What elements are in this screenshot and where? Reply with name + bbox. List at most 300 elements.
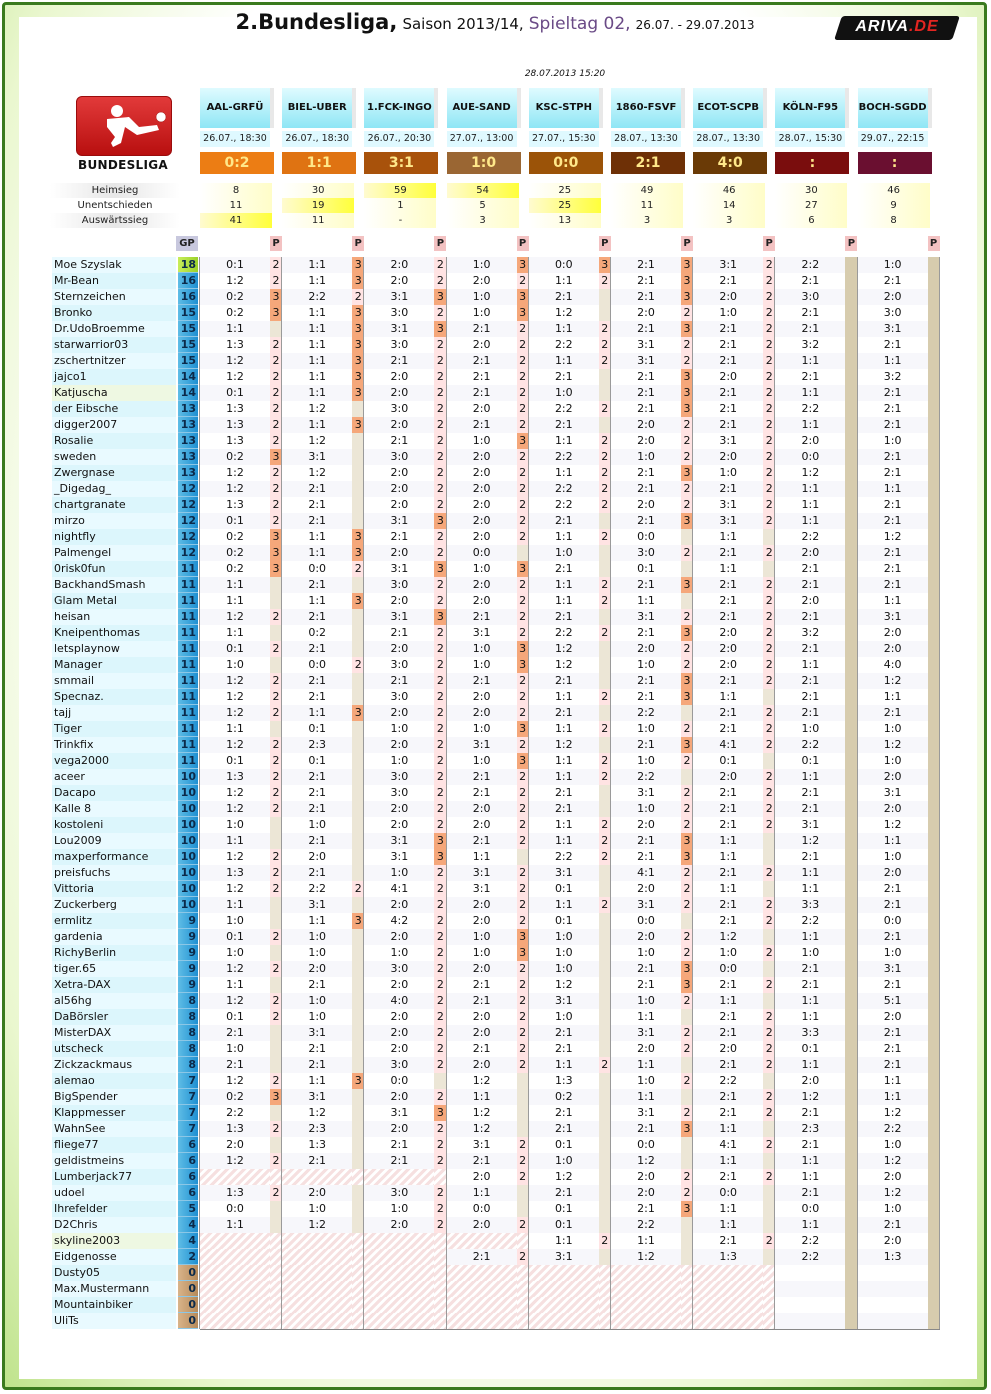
points-header: P [352,236,364,251]
tip-points: 2 [517,321,529,337]
player-name[interactable]: skyline2003 [52,1233,176,1249]
tip-value: 3:1 [282,1025,352,1041]
tip-value: 2:0 [611,641,681,657]
tip-points [599,1265,611,1281]
tip-value: 1:1 [529,769,599,785]
tip-value: 1:2 [529,657,599,673]
tip-points: 2 [434,689,446,705]
tip-points [845,1009,857,1025]
match-team-header[interactable]: KÖLN-F95 [775,88,849,128]
player-name[interactable]: Vittoria [52,881,176,897]
tip-value: 2:0 [611,817,681,833]
player-name[interactable]: geldistmeins [52,1153,176,1169]
player-total-points: 10 [178,769,198,785]
player-name[interactable]: chartgranate [52,497,176,513]
table-row [52,1105,940,1121]
tip-points [845,1265,857,1281]
tip-points: 3 [517,721,529,737]
tip-value: 1:2 [200,673,270,689]
player-name[interactable]: maxperformance [52,849,176,865]
tip-value: 3:0 [364,657,434,673]
player-name[interactable]: ermlitz [52,913,176,929]
tip-points: 2 [599,689,611,705]
tip-value: 5:1 [858,993,928,1009]
tip-value: 2:1 [611,577,681,593]
tip-points: 2 [599,401,611,417]
tip-value: 2:1 [611,401,681,417]
tip-points: 2 [270,337,282,353]
player-name[interactable]: Bronko [52,305,176,321]
player-name[interactable]: Tiger [52,721,176,737]
tip-points [928,817,940,833]
match-team-header[interactable]: 1.FCK-INGO [364,88,438,128]
tip-points [599,1297,611,1313]
tip-points [845,561,857,577]
tip-points [845,273,857,289]
tip-points [845,417,857,433]
player-name[interactable]: 0risk0fun [52,561,176,577]
table-row [52,1217,940,1233]
tip-points: 2 [599,625,611,641]
tip-points [517,1073,529,1089]
tip-value: 2:1 [693,481,763,497]
tip-points: 2 [434,497,446,513]
tip-value: 2:0 [364,737,434,753]
player-total-points: 14 [178,369,198,385]
player-name[interactable]: vega2000 [52,753,176,769]
tip-points: 2 [434,481,446,497]
player-name[interactable]: Sternzeichen [52,289,176,305]
tip-points: 2 [270,1009,282,1025]
home-win-label: Heimsieg [50,183,180,198]
player-total-points: 12 [178,481,198,497]
tip-points [928,785,940,801]
tip-points: 3 [352,305,364,321]
tip-points: 3 [517,257,529,273]
tip-points [434,1233,446,1249]
player-total-points: 9 [178,961,198,977]
tip-value: 2:0 [693,769,763,785]
tip-value [364,1313,434,1329]
tip-value: 3:1 [282,897,352,913]
tip-value: 2:0 [611,417,681,433]
player-total-points: 9 [178,913,198,929]
tip-points: 2 [517,609,529,625]
player-name[interactable]: Rosalie [52,433,176,449]
tip-value: 2:1 [693,705,763,721]
player-name[interactable]: udoel [52,1185,176,1201]
player-name[interactable]: Ihrefelder [52,1201,176,1217]
tip-value: 1:1 [775,1009,845,1025]
tip-points [599,1105,611,1121]
tip-points: 2 [270,737,282,753]
player-name[interactable]: Dusty05 [52,1265,176,1281]
tip-points [681,913,693,929]
table-row [52,561,940,577]
player-name[interactable]: fliege77 [52,1137,176,1153]
player-name[interactable]: starwarrior03 [52,337,176,353]
player-name[interactable]: Kalle 8 [52,801,176,817]
player-name[interactable]: kostoleni [52,817,176,833]
tip-points [599,737,611,753]
tip-value: 1:1 [282,337,352,353]
match-team-header[interactable]: KSC-STPH [529,88,603,128]
tip-value: 2:1 [858,897,928,913]
tip-value: 1:1 [200,833,270,849]
tip-value: 1:2 [200,801,270,817]
tip-points [352,1201,364,1217]
tip-value: 2:1 [611,513,681,529]
tip-points [928,1105,940,1121]
player-name[interactable]: Max.Mustermann [52,1281,176,1297]
tip-value [200,1281,270,1297]
tip-value: 2:1 [693,417,763,433]
player-name[interactable]: UliTs [52,1313,176,1329]
player-name[interactable]: Mr-Bean [52,273,176,289]
player-name[interactable]: Kneipenthomas [52,625,176,641]
tip-points [928,305,940,321]
table-row [52,673,940,689]
tip-value: 2:1 [693,1025,763,1041]
tip-points: 2 [270,257,282,273]
tip-points [599,785,611,801]
tip-points: 2 [763,865,775,881]
tip-points: 2 [763,913,775,929]
tip-value: 2:2 [775,401,845,417]
player-name[interactable]: Trinkfix [52,737,176,753]
match-result: 2:1 [611,152,685,174]
player-name[interactable]: letsplaynow [52,641,176,657]
tip-points: 3 [681,625,693,641]
tip-points: 2 [681,641,693,657]
match-kickoff: 26.07., 20:30 [364,131,434,147]
table-row [52,385,940,401]
home-win-count: 30 [775,183,847,198]
tip-value: 1:1 [529,465,599,481]
tip-points: 3 [270,305,282,321]
player-name[interactable]: gardenia [52,929,176,945]
tip-points: 2 [270,609,282,625]
table-row [52,657,940,673]
tip-value: 0:1 [775,1041,845,1057]
player-name[interactable]: Klappmesser [52,1105,176,1121]
tip-value: 1:2 [200,849,270,865]
tip-points: 2 [599,1057,611,1073]
tip-points [352,433,364,449]
player-name[interactable]: sweden [52,449,176,465]
tip-value: 1:3 [200,1185,270,1201]
tip-points: 2 [763,625,775,641]
tip-points: 2 [270,1185,282,1201]
tip-points [352,609,364,625]
player-name[interactable]: Katjuscha [52,385,176,401]
ariva-logo[interactable] [838,16,956,40]
tip-value: 0:0 [447,545,517,561]
player-name[interactable]: zschertnitzer [52,353,176,369]
tip-points [352,1281,364,1297]
tip-points: 2 [681,929,693,945]
match-team-header[interactable]: BIEL-UBER [282,88,356,128]
column-divider [363,257,364,1329]
tip-points [599,369,611,385]
tip-value: 0:1 [282,721,352,737]
tip-points [928,257,940,273]
league-title: 2.Bundesliga, [235,10,398,34]
player-total-points: 11 [178,625,198,641]
player-name[interactable]: RichyBerlin [52,945,176,961]
tip-value: 2:1 [529,1025,599,1041]
match-team-header[interactable]: AAL-GRFÜ [200,88,274,128]
tip-value: 1:2 [775,465,845,481]
tip-points: 2 [517,577,529,593]
away-win-count: 11 [282,213,354,228]
tip-value: 1:1 [282,305,352,321]
tip-points: 3 [270,545,282,561]
tip-value: 3:0 [364,337,434,353]
tip-points: 2 [681,449,693,465]
tip-value: 1:0 [364,1201,434,1217]
tip-value: 2:0 [858,769,928,785]
home-win-count: 25 [529,183,601,198]
player-name[interactable]: aceer [52,769,176,785]
points-header: P [763,236,775,251]
tip-value: 2:1 [529,609,599,625]
player-name[interactable]: digger2007 [52,417,176,433]
tip-points [599,801,611,817]
player-name[interactable]: BigSpender [52,1089,176,1105]
player-name[interactable]: tajj [52,705,176,721]
tip-value: 4:0 [364,993,434,1009]
tip-value: 1:2 [200,961,270,977]
tip-value: 1:1 [529,817,599,833]
player-name[interactable]: Glam Metal [52,593,176,609]
tip-value: 2:2 [611,769,681,785]
tip-points: 2 [434,897,446,913]
tip-points [681,1057,693,1073]
tip-points: 2 [517,497,529,513]
player-name[interactable]: Moe Szyslak [52,257,176,273]
match-team-header[interactable]: 1860-FSVF [611,88,685,128]
player-name[interactable]: Specnaz. [52,689,176,705]
player-name[interactable]: Zwergnase [52,465,176,481]
table-row [52,929,940,945]
tip-points [763,961,775,977]
player-total-points: 11 [178,657,198,673]
player-name[interactable]: heisan [52,609,176,625]
tip-points [845,257,857,273]
tip-points: 2 [270,801,282,817]
tip-value: 2:0 [447,1217,517,1233]
tip-points: 2 [270,1121,282,1137]
tip-value: 1:1 [693,1217,763,1233]
tip-points [928,481,940,497]
tip-points: 3 [352,385,364,401]
table-row [52,1281,940,1297]
match-kickoff: 27.07., 15:30 [529,131,599,147]
tip-value [529,1297,599,1313]
tip-value: 1:0 [447,641,517,657]
table-row [52,273,940,289]
tip-value [282,1233,352,1249]
match-kickoff: 26.07., 18:30 [282,131,352,147]
player-name[interactable]: smmail [52,673,176,689]
player-total-points: 9 [178,945,198,961]
tip-points: 2 [517,1009,529,1025]
table-row [52,1089,940,1105]
tip-points [681,705,693,721]
player-name[interactable]: Zuckerberg [52,897,176,913]
player-name[interactable]: utscheck [52,1041,176,1057]
tip-points [599,1137,611,1153]
tip-points [681,1313,693,1329]
player-name[interactable]: jajco1 [52,369,176,385]
tip-value: 3:1 [364,289,434,305]
column-divider [199,257,200,1329]
tip-value: 3:1 [447,1137,517,1153]
player-name[interactable]: Zickzackmaus [52,1057,176,1073]
table-row [52,977,940,993]
tip-points: 3 [434,849,446,865]
match-result: 1:1 [282,152,356,174]
player-name[interactable]: nightfly [52,529,176,545]
tip-points [352,769,364,785]
tip-points [845,481,857,497]
tip-value: 2:1 [693,1105,763,1121]
tip-points: 2 [763,1041,775,1057]
tip-value: 4:0 [858,657,928,673]
player-name[interactable]: Mountainbiker [52,1297,176,1313]
tip-value: 3:1 [364,321,434,337]
tip-value: 2:0 [611,433,681,449]
player-name[interactable]: Palmengel [52,545,176,561]
tip-points: 2 [270,881,282,897]
tip-points: 2 [681,1073,693,1089]
tip-value: 2:1 [775,641,845,657]
tip-value: 2:1 [529,705,599,721]
player-name[interactable]: Xetra-DAX [52,977,176,993]
player-name[interactable]: preisfuchs [52,865,176,881]
player-name[interactable]: der Eibsche [52,401,176,417]
tip-points: 3 [517,433,529,449]
tip-points [928,465,940,481]
player-name[interactable]: Dr.UdoBroemme [52,321,176,337]
tip-value: 1:0 [447,657,517,673]
match-team-header[interactable]: AUE-SAND [447,88,521,128]
player-total-points: 11 [178,689,198,705]
draw-count: 11 [200,198,272,213]
tip-points: 2 [517,769,529,785]
player-total-points: 16 [178,289,198,305]
tip-points: 3 [517,753,529,769]
tip-value: 1:1 [529,897,599,913]
table-row [52,705,940,721]
table-row [52,305,940,321]
tip-value: 3:1 [611,353,681,369]
player-total-points: 2 [178,1249,198,1265]
player-name[interactable]: DaBörsler [52,1009,176,1025]
tip-value [693,1313,763,1329]
player-name[interactable]: tiger.65 [52,961,176,977]
player-name[interactable]: BackhandSmash [52,577,176,593]
tip-value: 2:0 [364,1217,434,1233]
tip-value: 1:1 [611,1009,681,1025]
tip-points [928,1121,940,1137]
player-total-points: 11 [178,673,198,689]
table-row [52,961,940,977]
tip-points: 3 [681,833,693,849]
tip-points: 2 [270,353,282,369]
player-name[interactable]: al56hg [52,993,176,1009]
player-name[interactable]: WahnSee [52,1121,176,1137]
player-name[interactable]: Manager [52,657,176,673]
tip-value: 3:0 [611,545,681,561]
tip-points: 2 [763,353,775,369]
tip-value: 2:1 [693,1169,763,1185]
tip-value: 2:0 [364,593,434,609]
player-name[interactable]: mirzo [52,513,176,529]
player-name[interactable]: MisterDAX [52,1025,176,1041]
tip-value: 2:0 [364,257,434,273]
player-name[interactable]: Lumberjack77 [52,1169,176,1185]
tip-value: 2:1 [282,673,352,689]
tip-points: 3 [681,961,693,977]
tip-value [200,1265,270,1281]
tip-points: 2 [270,849,282,865]
tip-points [928,769,940,785]
player-name[interactable]: _Digedag_ [52,481,176,497]
tip-value: 1:3 [200,1121,270,1137]
tip-points [352,1153,364,1169]
tip-value: 2:0 [282,961,352,977]
tip-points: 2 [434,977,446,993]
tip-value [282,1169,352,1185]
player-name[interactable]: alemao [52,1073,176,1089]
match-result: 1:0 [447,152,521,174]
match-team-header[interactable]: BOCH-SGDD [858,88,932,128]
tip-value [364,1297,434,1313]
tip-points: 2 [517,881,529,897]
player-name[interactable]: Eidgenosse [52,1249,176,1265]
player-total-points: 9 [178,977,198,993]
player-name[interactable]: Dacapo [52,785,176,801]
tip-value: 1:1 [775,1217,845,1233]
tip-value: 2:0 [364,385,434,401]
tip-value: 1:2 [693,929,763,945]
player-total-points: 7 [178,1105,198,1121]
tip-points [270,1217,282,1233]
tip-value: 2:1 [775,673,845,689]
tip-points: 3 [681,401,693,417]
tip-points: 2 [434,401,446,417]
tip-points [845,401,857,417]
tip-points [763,1201,775,1217]
tip-value: 1:2 [858,529,928,545]
tip-value: 2:0 [447,465,517,481]
tip-value: 2:1 [611,961,681,977]
tip-points: 3 [681,849,693,865]
player-total-points: 7 [178,1121,198,1137]
tip-points: 2 [434,417,446,433]
tip-points [763,849,775,865]
table-row [52,449,940,465]
match-team-header[interactable]: ECOT-SCPB [693,88,767,128]
player-name[interactable]: D2Chris [52,1217,176,1233]
tip-value: 3:0 [364,961,434,977]
tip-value: 1:1 [775,929,845,945]
gp-header[interactable]: GP [176,236,198,251]
tip-value: 2:1 [529,1041,599,1057]
player-name[interactable]: Lou2009 [52,833,176,849]
